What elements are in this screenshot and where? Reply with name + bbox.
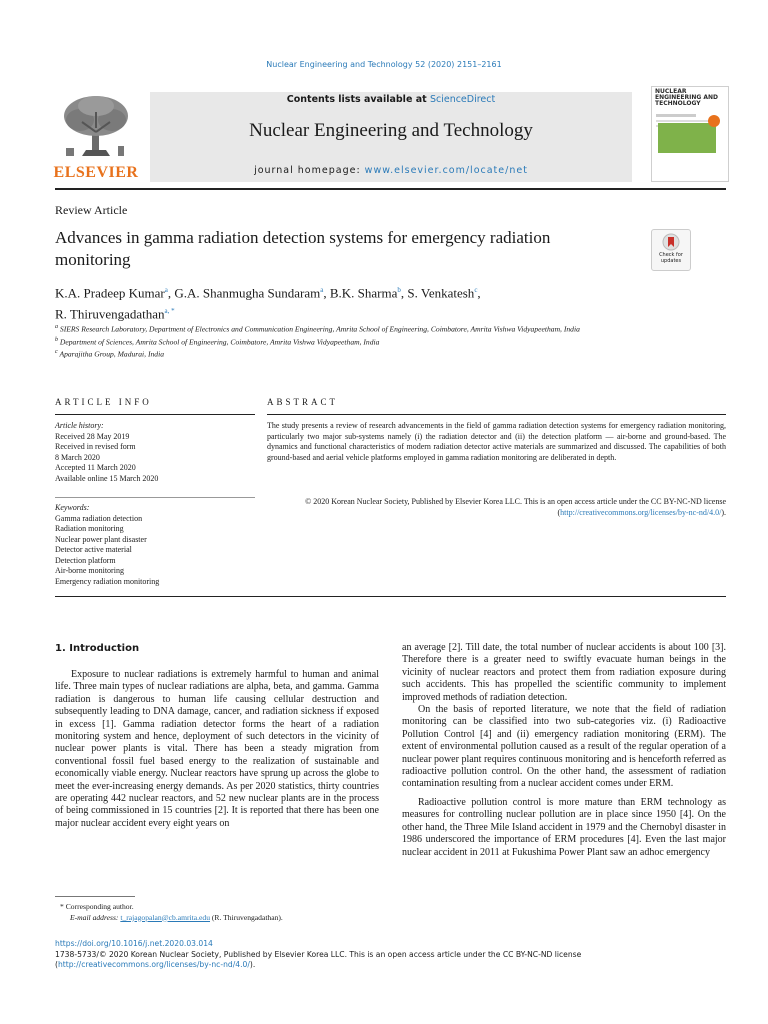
affiliation-mark[interactable]: a — [164, 286, 168, 294]
author: R. Thiruvengadathan — [55, 306, 165, 322]
footnote — [60, 902, 390, 923]
check-for-updates-label: Check for updates — [659, 252, 683, 264]
history-item: Received in revised form — [55, 442, 136, 451]
affiliation-text: SIERS Research Laboratory, Department of Electronics and Communication Engineering, Amrita School of Engineering, Coimbatore, Amrita Vishwa Vidyapeetham, India — [59, 324, 580, 334]
keyword: Radiation monitoring — [55, 524, 124, 533]
copyright-suffix: ). — [249, 960, 256, 969]
abstract-text: The study presents a review of research advancements in the field of gamma radiation detection systems for emergency radiation monitoring, particularly two major sub-systems namely (i) the radiation detector and (ii) the detection platform — air-borne and ground-based. The dynamics and functional characteristics of modern radiation detector active materials are summarized and discussed. The capabilities of both ground-based and aerial vehicle platforms employed in gamma radiation monitoring are deliberated in depth. — [267, 421, 726, 462]
journal-homepage-line — [150, 165, 632, 176]
author: G.A. Shanmugha Sundaram — [174, 285, 321, 301]
doi-license-link[interactable]: http://creativecommons.org/licenses/by-nc-nd/4.0/ — [57, 960, 250, 969]
keyword: Nuclear power plant disaster — [55, 534, 147, 544]
author: B.K. Sharma — [329, 285, 398, 301]
copyright-line — [55, 950, 726, 971]
intro-column-2 — [402, 642, 726, 859]
keywords — [55, 503, 255, 587]
corresponding-author-note — [60, 902, 390, 913]
article-type: Review Article — [55, 203, 128, 217]
license-suffix: ). — [721, 507, 726, 517]
email-note — [60, 913, 390, 924]
keyword: Air-borne monitoring — [55, 566, 124, 575]
affiliation-mark[interactable]: b — [397, 286, 401, 294]
cover-contents — [656, 111, 722, 171]
affiliation-a — [55, 322, 695, 335]
affiliation-c — [55, 347, 695, 360]
header-rule — [55, 188, 726, 190]
affiliation-b — [55, 335, 695, 348]
affiliation-mark[interactable]: a, * — [164, 307, 175, 316]
abstract-heading: ABSTRACT — [267, 397, 339, 407]
keywords-rule — [55, 497, 255, 498]
affiliation-label: a — [55, 324, 58, 330]
affiliations — [55, 322, 695, 360]
journal-name: Nuclear Engineering and Technology — [249, 120, 533, 141]
sciencedirect-link[interactable]: ScienceDirect — [429, 94, 496, 105]
email-link[interactable]: t_rajagopalan@cb.amrita.edu — [120, 912, 210, 922]
affiliation-mark[interactable]: a — [320, 286, 324, 294]
keyword: Emergency radiation monitoring — [55, 576, 160, 586]
affiliation-label: b — [55, 336, 58, 343]
author-separator: , — [167, 285, 175, 301]
history-item: Received 28 May 2019 — [55, 431, 130, 441]
journal-cover-thumbnail[interactable] — [651, 86, 729, 182]
cover-title: NUCLEAR ENGINEERING AND TECHNOLOGY — [655, 88, 719, 107]
section-heading: 1. Introduction — [55, 643, 140, 654]
author: S. Venkatesh — [407, 285, 475, 301]
author-separator: , — [400, 285, 408, 301]
article-info-heading: ARTICLE INFO — [55, 397, 152, 407]
homepage-link[interactable]: www.elsevier.com/locate/net — [364, 165, 528, 176]
history-label: Article history: — [55, 421, 104, 430]
intro-paragraph: Radioactive pollution control is more mature than ERM technology as measures for controlling nuclear pollution are in place since 1950 [4]. On the other hand, the Three Mile Island accident in 1979 and the Chernobyl disaster in 1986 underscored the importance of ERM procedures [4]. Even the last major nuclear accident in 2011 at Fukushima Power Plant saw an adhoc emergency — [402, 796, 726, 858]
affiliation-label: c — [55, 349, 58, 356]
doi-block — [55, 939, 726, 971]
keyword: Detection platform — [55, 555, 116, 565]
intro-paragraph: an average [2]. Till date, the total number of nuclear accidents is about 100 [3]. Therefore there is a greater need to swiftly evacuate human beings in the vicinity of nuclear reactors and protect them from radiation exposure during such accidents. This has propelled the scientific community to implement improved methods of radiation detection. — [402, 642, 726, 703]
history-item: Accepted 11 March 2020 — [55, 463, 136, 472]
article-title: Advances in gamma radiation detection systems for emergency radiation monitoring — [55, 228, 551, 269]
author-list — [55, 281, 695, 324]
intro-paragraph: On the basis of reported literature, we note that the field of radiation monitoring can be classified into two sub-categories viz. (i) Radioactive Pollution Control [4] and (ii) emergency radiation monitoring (ERM). The extent of environmental pollution caused as a result of the regular operation of a nuclear power plant requires continuous monitoring and is henceforth referred as radioactive pollution control. On the other hand, the assessment of radiation contamination resulting from a nuclear accident comes under ERM. — [402, 704, 726, 790]
affiliation-mark[interactable]: c — [474, 286, 478, 294]
abstract-license — [267, 497, 726, 518]
author-separator: , — [323, 285, 330, 301]
abstract-rule — [267, 414, 726, 415]
contents-prefix: Contents lists available at — [286, 94, 430, 105]
email-label: E-mail address: — [70, 912, 121, 922]
footnote-text: Corresponding author. — [65, 902, 134, 911]
history-item: 8 March 2020 — [55, 452, 100, 462]
publisher-logo-text: ELSEVIER — [53, 164, 139, 181]
license-link[interactable]: http://creativecommons.org/licenses/by-nc-nd/4.0/ — [560, 507, 722, 517]
author: K.A. Pradeep Kumar — [55, 285, 165, 301]
author-separator: , — [477, 285, 481, 301]
front-matter-rule — [55, 596, 726, 597]
homepage-prefix: journal homepage: — [254, 165, 365, 176]
affiliation-text: Department of Sciences, Amrita School of Engineering, Coimbatore, Amrita Vishwa Vidyapeetham, India — [59, 337, 380, 347]
keyword: Gamma radiation detection — [55, 513, 143, 523]
email-suffix: (R. Thiruvengadathan). — [210, 912, 283, 922]
bookmark-icon — [662, 233, 680, 251]
footnote-rule — [55, 896, 135, 897]
article-history — [55, 421, 255, 484]
doi-link[interactable]: https://doi.org/10.1016/j.net.2020.03.014 — [55, 939, 213, 948]
license-text: © 2020 Korean Nuclear Society, Published by Elsevier Korea LLC. This is an open access article under the CC BY-NC-ND license ( — [305, 497, 726, 517]
article-info-rule — [55, 414, 255, 415]
keywords-label: Keywords: — [55, 503, 90, 512]
footnote-mark: * — [60, 902, 64, 911]
check-for-updates-button[interactable] — [651, 229, 691, 271]
keyword: Detector active material — [55, 545, 132, 554]
contents-line — [150, 94, 632, 105]
journal-citation[interactable]: Nuclear Engineering and Technology 52 (2020) 2151–2161 — [266, 60, 502, 69]
copyright-text: 1738-5733/© 2020 Korean Nuclear Society, Published by Elsevier Korea LLC. This is an open access article under the CC BY-NC-ND license ( — [55, 949, 582, 969]
intro-paragraph-1: Exposure to nuclear radiations is extremely harmful to human and animal life. Three main types of nuclear radiations are alpha, beta, and gamma. Gamma radiation is dangerous to human life causing cellular destruction and subsequently leading to DNA damage, cancer, and radiation sickness if exposed in excess [1]. Gamma radiation detector forms the heart of a radiation monitoring system and hence, deployment of such detectors in the vicinity of nuclear power plants is vital. There has been a steady migration from conventional fossil fuel based energy to the realization of sustainable and economically viable energy. Nuclear reactors have sprung up across the globe to meet the ever-increasing energy demands. As per 2020 statistics, thirty countries are operating 442 nuclear reactors, and 52 new nuclear plants are in the process of being commissioned in 15 countries [2]. It is reported that there has been one major nuclear accident every eight years on — [55, 669, 379, 829]
affiliation-text: Aparajitha Group, Madurai, India — [59, 349, 164, 359]
history-item: Available online 15 March 2020 — [55, 473, 159, 483]
